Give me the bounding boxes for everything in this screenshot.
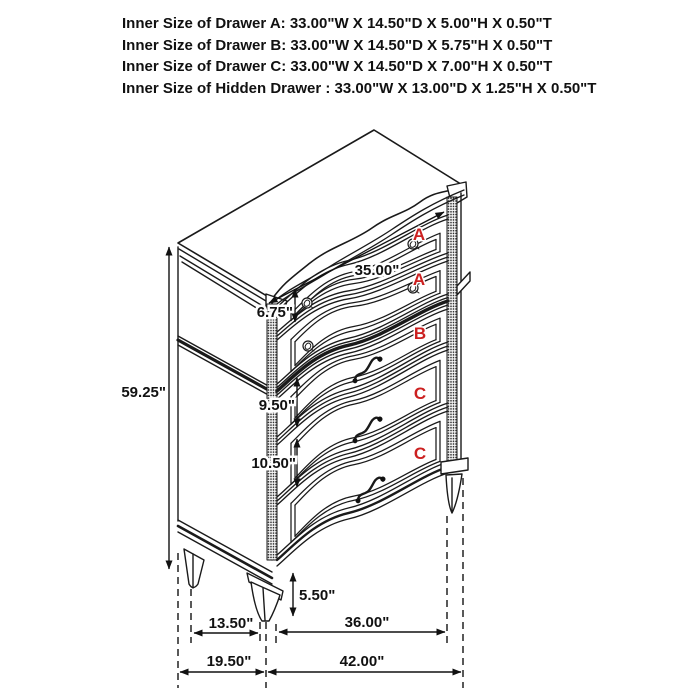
overall-height-label: 59.25" bbox=[121, 384, 166, 401]
width-overall-label: 42.00" bbox=[339, 653, 385, 670]
chest-body bbox=[178, 130, 470, 621]
drawer-c-height-label: 10.50" bbox=[251, 455, 296, 472]
drawer-a2-left-knob-icon bbox=[303, 341, 314, 351]
top-drawer-width-label: 35.00" bbox=[354, 262, 400, 279]
leg-height-label: 5.50" bbox=[299, 587, 336, 604]
back-left-leg bbox=[184, 549, 204, 588]
drawer-c1-handle-icon bbox=[348, 415, 387, 444]
drawer-divider bbox=[277, 473, 448, 566]
drawer-b-letter: B bbox=[413, 324, 427, 343]
side-mid-molding-thick bbox=[178, 340, 272, 392]
header-line-drawer-b: Inner Size of Drawer B: 33.00"W X 14.50"D X 5.75"H X 0.50"T bbox=[122, 36, 553, 54]
drawer-c2-letter: C bbox=[413, 444, 427, 463]
header-line-hidden-drawer: Inner Size of Hidden Drawer : 33.00"W X 13.00"D X 1.25"H X 0.50"T bbox=[122, 79, 597, 97]
drawer-a1-letter: A bbox=[412, 225, 426, 244]
drawer-a1-left-knob-icon bbox=[302, 298, 313, 308]
drawer-c1-letter: C bbox=[413, 384, 427, 403]
header-line-drawer-a: Inner Size of Drawer A: 33.00"W X 14.50"D X 5.00"H X 0.50"T bbox=[122, 15, 552, 32]
drawer-a2-letter: A bbox=[412, 270, 426, 289]
right-pilaster bbox=[447, 197, 457, 465]
left-pilaster bbox=[267, 304, 277, 560]
width-inner-label: 36.00" bbox=[344, 614, 390, 631]
front-right-leg bbox=[441, 458, 468, 513]
drawer-a-height-label: 6.75" bbox=[256, 304, 293, 321]
drawer-divider bbox=[277, 467, 448, 560]
header-line-drawer-c: Inner Size of Drawer C: 33.00"W X 14.50"D X 7.00"H X 0.50"T bbox=[122, 58, 553, 75]
depth-overall-label: 19.50" bbox=[206, 653, 252, 670]
depth-inner-label: 13.50" bbox=[208, 615, 254, 632]
drawer-b-height-label: 9.50" bbox=[258, 397, 295, 414]
right-mid-molding-wrap bbox=[457, 272, 470, 295]
